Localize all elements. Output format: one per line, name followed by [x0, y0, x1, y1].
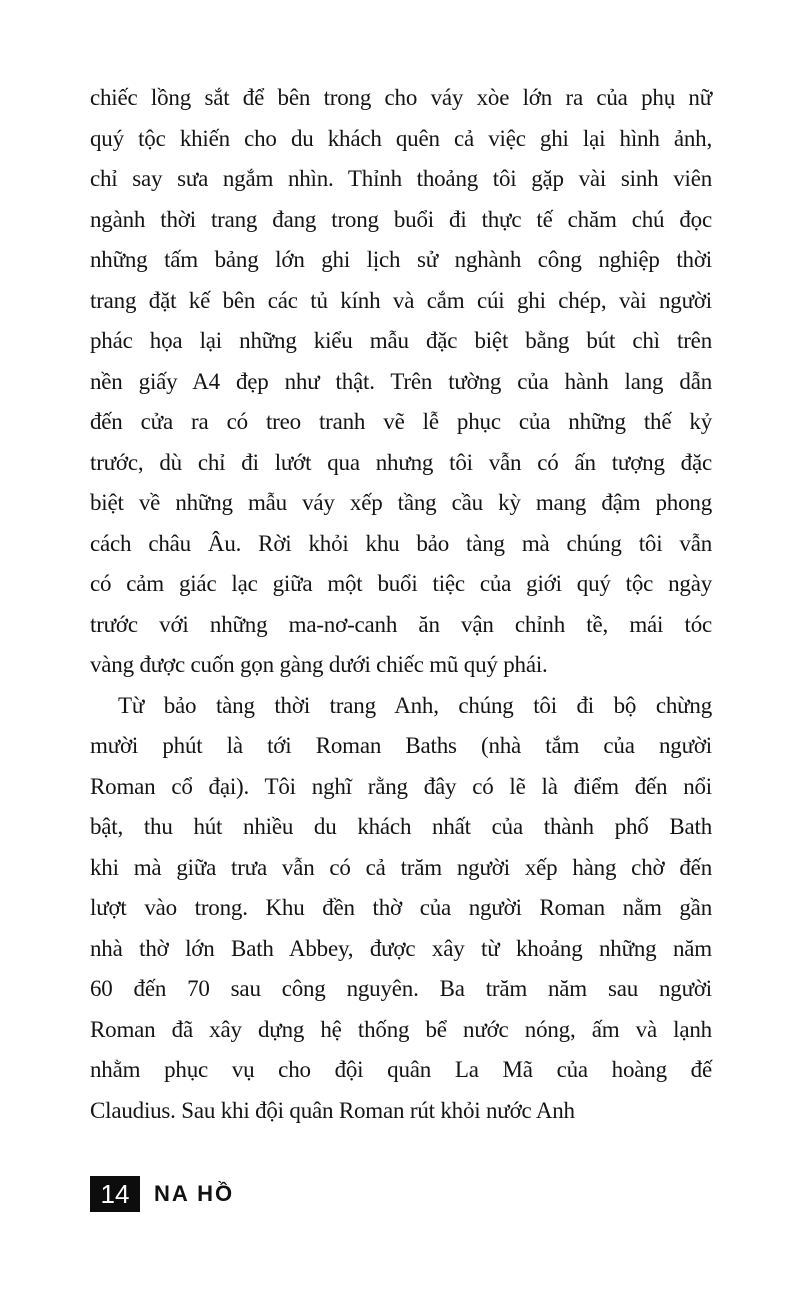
text-line: có cảm giác lạc giữa một buổi tiệc của giới quý tộc ngày — [90, 571, 712, 596]
paragraph — [90, 686, 712, 1132]
page-number-badge — [90, 1176, 140, 1212]
text-line: những tấm bảng lớn ghi lịch sử nghành công nghiệp thời — [90, 247, 712, 272]
text-line: chiếc lồng sắt để bên trong cho váy xòe lớn ra của phụ nữ — [90, 85, 712, 110]
text-line: bật, thu hút nhiều du khách nhất của thành phố Bath — [90, 814, 712, 839]
text-line: quý tộc khiến cho du khách quên cả việc ghi lại hình ảnh, — [90, 125, 712, 151]
text-line: Claudius. Sau khi đội quân Roman rút khỏi nước Anh — [90, 1097, 575, 1123]
text-line: vàng được cuốn gọn gàng dưới chiếc mũ quý phái. — [90, 652, 548, 677]
text-line: Roman cổ đại). Tôi nghĩ rằng đây có lẽ là điểm đến nổi — [90, 773, 712, 799]
text-line: trước với những ma-nơ-canh ăn vận chỉnh tề, mái tóc — [90, 611, 712, 637]
text-line: đến cửa ra có treo tranh vẽ lễ phục của những thế kỷ — [90, 409, 712, 434]
paragraph — [90, 78, 712, 686]
page-number: 14 — [100, 1178, 130, 1209]
text-line: trang đặt kế bên các tủ kính và cắm cúi ghi chép, vài người — [90, 287, 712, 313]
text-line: trước, dù chỉ đi lướt qua nhưng tôi vẫn có ấn tượng đặc — [90, 449, 712, 475]
page-footer — [90, 1176, 234, 1212]
text-line: cách châu Âu. Rời khỏi khu bảo tàng mà chúng tôi vẫn — [90, 530, 712, 556]
text-line: lượt vào trong. Khu đền thờ của người Roman nằm gần — [90, 895, 712, 920]
text-line: biệt về những mẫu váy xếp tầng cầu kỳ mang đậm phong — [90, 490, 712, 515]
body-text — [90, 78, 712, 1131]
running-title: NA HỒ — [154, 1181, 235, 1206]
text-line: nhằm phục vụ cho đội quân La Mã của hoàng đế — [90, 1057, 712, 1082]
text-line: mười phút là tới Roman Baths (nhà tắm của người — [90, 733, 712, 758]
text-line: ngành thời trang đang trong buổi đi thực tế chăm chú đọc — [90, 206, 712, 232]
text-line: nhà thờ lớn Bath Abbey, được xây từ khoảng những năm — [90, 935, 712, 961]
text-line: 60 đến 70 sau công nguyên. Ba trăm năm sau người — [90, 976, 712, 1001]
text-line: nền giấy A4 đẹp như thật. Trên tường của hành lang dẫn — [90, 368, 712, 394]
text-line: Từ bảo tàng thời trang Anh, chúng tôi đi bộ chừng — [118, 692, 712, 718]
text-line: phác họa lại những kiểu mẫu đặc biệt bằng bút chì trên — [90, 328, 712, 353]
text-line: Roman đã xây dựng hệ thống bể nước nóng, ấm và lạnh — [90, 1016, 712, 1042]
text-line: chỉ say sưa ngắm nhìn. Thỉnh thoảng tôi gặp vài sinh viên — [90, 166, 712, 191]
text-line: khi mà giữa trưa vẫn có cả trăm người xếp hàng chờ đến — [90, 854, 712, 880]
